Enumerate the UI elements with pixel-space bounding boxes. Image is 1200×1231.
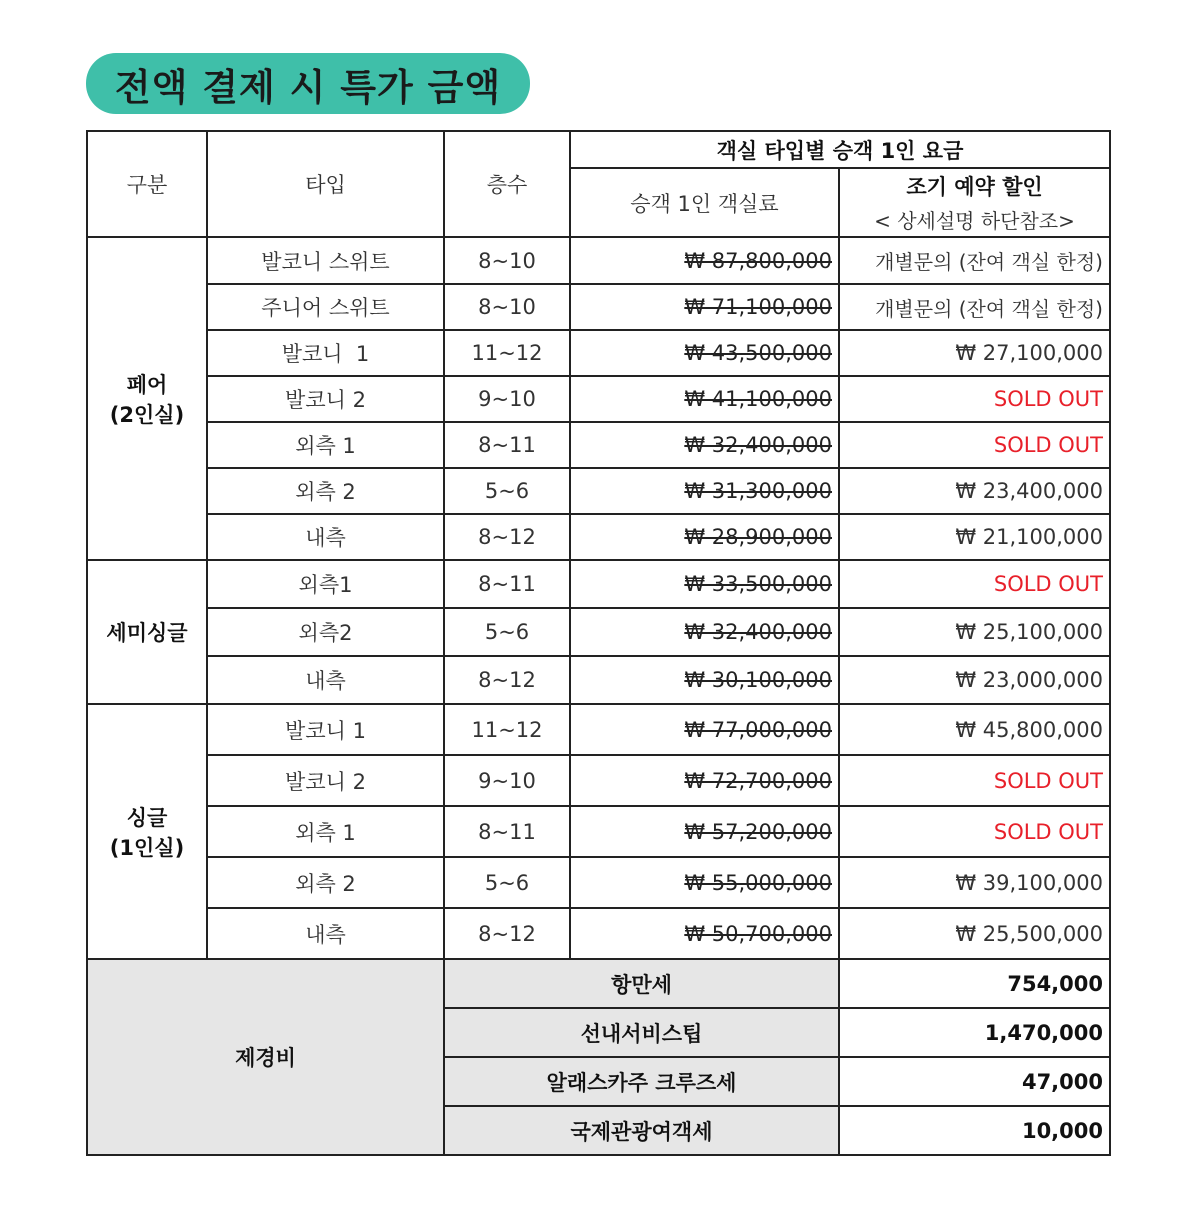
early-discount-fare: ₩ 23,400,000 [839, 468, 1110, 514]
header-fare-group: 객실 타입별 승객 1인 요금 [570, 131, 1110, 168]
table-row [87, 608, 1110, 656]
regular-fare: ₩ 87,800,000 [684, 248, 832, 273]
regular-fare-cell [570, 376, 839, 422]
floor-range: 9~10 [444, 755, 570, 806]
floor-range: 5~6 [444, 857, 570, 908]
regular-fare-cell [570, 608, 839, 656]
fee-row [87, 959, 1110, 1008]
table-row [87, 755, 1110, 806]
group-label: 페어 [126, 372, 168, 397]
table-row [87, 237, 1110, 284]
table-row [87, 560, 1110, 608]
regular-fare-cell [570, 908, 839, 959]
regular-fare-cell [570, 330, 839, 376]
early-discount-fare: ₩ 21,100,000 [839, 514, 1110, 560]
price-table-body [87, 131, 1110, 1155]
regular-fare: ₩ 50,700,000 [684, 921, 832, 946]
table-row [87, 857, 1110, 908]
group-label-sub: (2인실) [109, 402, 185, 427]
table-row [87, 376, 1110, 422]
regular-fare-cell [570, 704, 839, 755]
regular-fare: ₩ 43,500,000 [684, 341, 832, 365]
regular-fare-cell [570, 422, 839, 468]
table-row [87, 330, 1110, 376]
room-type: 내측 [207, 908, 444, 959]
title-badge [86, 53, 530, 114]
room-type: 내측 [207, 514, 444, 560]
regular-fare-cell [570, 514, 839, 560]
floor-range: 5~6 [444, 608, 570, 656]
group-label-cell [87, 237, 207, 560]
early-discount-fare: ₩ 45,800,000 [839, 704, 1110, 755]
header-early-label: 조기 예약 할인 [906, 175, 1043, 199]
regular-fare: ₩ 77,000,000 [684, 717, 832, 742]
regular-fare: ₩ 71,100,000 [684, 295, 832, 319]
page-title: 전액 결제 시 특가 금액 [114, 65, 502, 109]
floor-range: 8~11 [444, 422, 570, 468]
header-type: 타입 [207, 131, 444, 237]
room-type: 외측1 [207, 560, 444, 608]
floor-range: 11~12 [444, 704, 570, 755]
table-row [87, 908, 1110, 959]
header-early-discount [839, 168, 1110, 237]
regular-fare: ₩ 28,900,000 [684, 525, 832, 549]
room-type: 주니어 스위트 [207, 284, 444, 330]
floor-range: 8~10 [444, 237, 570, 284]
sold-out-label: SOLD OUT [839, 806, 1110, 857]
floor-range: 8~12 [444, 656, 570, 704]
regular-fare: ₩ 30,100,000 [684, 668, 832, 692]
fee-value: 10,000 [839, 1106, 1110, 1155]
fee-name: 알래스카주 크루즈세 [444, 1057, 839, 1106]
early-discount-fare: ₩ 25,500,000 [839, 908, 1110, 959]
regular-fare-cell [570, 656, 839, 704]
regular-fare: ₩ 57,200,000 [684, 819, 832, 844]
header-early-note: < 상세설명 하단참조> [874, 209, 1075, 233]
group-label: 세미싱글 [106, 621, 188, 645]
fee-value: 47,000 [839, 1057, 1110, 1106]
early-discount-fare: 개별문의 (잔여 객실 한정) [839, 237, 1110, 284]
table-row [87, 806, 1110, 857]
regular-fare-cell [570, 237, 839, 284]
floor-range: 8~11 [444, 806, 570, 857]
early-discount-fare: ₩ 27,100,000 [839, 330, 1110, 376]
floor-range: 11~12 [444, 330, 570, 376]
header-floor: 층수 [444, 131, 570, 237]
table-row [87, 656, 1110, 704]
header-row [87, 131, 1110, 168]
fee-name: 항만세 [444, 959, 839, 1008]
fee-value: 1,470,000 [839, 1008, 1110, 1057]
regular-fare-cell [570, 755, 839, 806]
fee-value: 754,000 [839, 959, 1110, 1008]
table-row [87, 514, 1110, 560]
early-discount-fare: ₩ 23,000,000 [839, 656, 1110, 704]
sold-out-label: SOLD OUT [839, 560, 1110, 608]
regular-fare: ₩ 72,700,000 [684, 768, 832, 793]
early-discount-fare: ₩ 39,100,000 [839, 857, 1110, 908]
regular-fare: ₩ 55,000,000 [684, 870, 832, 895]
room-type: 외측 1 [207, 806, 444, 857]
floor-range: 9~10 [444, 376, 570, 422]
regular-fare-cell [570, 857, 839, 908]
room-type: 외측 2 [207, 857, 444, 908]
group-label: 싱글 [126, 805, 168, 830]
floor-range: 5~6 [444, 468, 570, 514]
price-table [86, 130, 1111, 1156]
group-label-cell [87, 704, 207, 959]
fee-name: 선내서비스팁 [444, 1008, 839, 1057]
room-type: 내측 [207, 656, 444, 704]
regular-fare-cell [570, 560, 839, 608]
floor-range: 8~10 [444, 284, 570, 330]
header-category: 구분 [87, 131, 207, 237]
group-label-cell [87, 560, 207, 704]
room-type: 발코니 1 [207, 704, 444, 755]
regular-fare-cell [570, 284, 839, 330]
group-label-sub: (1인실) [109, 835, 185, 860]
sold-out-label: SOLD OUT [839, 376, 1110, 422]
table-row [87, 422, 1110, 468]
room-type: 발코니 스위트 [207, 237, 444, 284]
room-type: 외측2 [207, 608, 444, 656]
regular-fare: ₩ 31,300,000 [684, 479, 832, 503]
room-type: 외측 1 [207, 422, 444, 468]
header-regular-fare-label: 승객 1인 객실료 [630, 191, 779, 216]
header-regular-fare [570, 168, 839, 237]
fees-label: 제경비 [87, 959, 444, 1155]
room-type: 발코니 2 [207, 376, 444, 422]
table-row [87, 704, 1110, 755]
regular-fare: ₩ 41,100,000 [684, 387, 832, 411]
table-row [87, 284, 1110, 330]
regular-fare-cell [570, 468, 839, 514]
regular-fare: ₩ 33,500,000 [684, 572, 832, 596]
room-type: 외측 2 [207, 468, 444, 514]
regular-fare: ₩ 32,400,000 [684, 620, 832, 644]
sold-out-label: SOLD OUT [839, 755, 1110, 806]
fee-name: 국제관광여객세 [444, 1106, 839, 1155]
early-discount-fare: 개별문의 (잔여 객실 한정) [839, 284, 1110, 330]
early-discount-fare: ₩ 25,100,000 [839, 608, 1110, 656]
sold-out-label: SOLD OUT [839, 422, 1110, 468]
floor-range: 8~11 [444, 560, 570, 608]
regular-fare: ₩ 32,400,000 [684, 433, 832, 457]
floor-range: 8~12 [444, 908, 570, 959]
room-type: 발코니 1 [207, 330, 444, 376]
room-type: 발코니 2 [207, 755, 444, 806]
table-row [87, 468, 1110, 514]
regular-fare-cell [570, 806, 839, 857]
floor-range: 8~12 [444, 514, 570, 560]
